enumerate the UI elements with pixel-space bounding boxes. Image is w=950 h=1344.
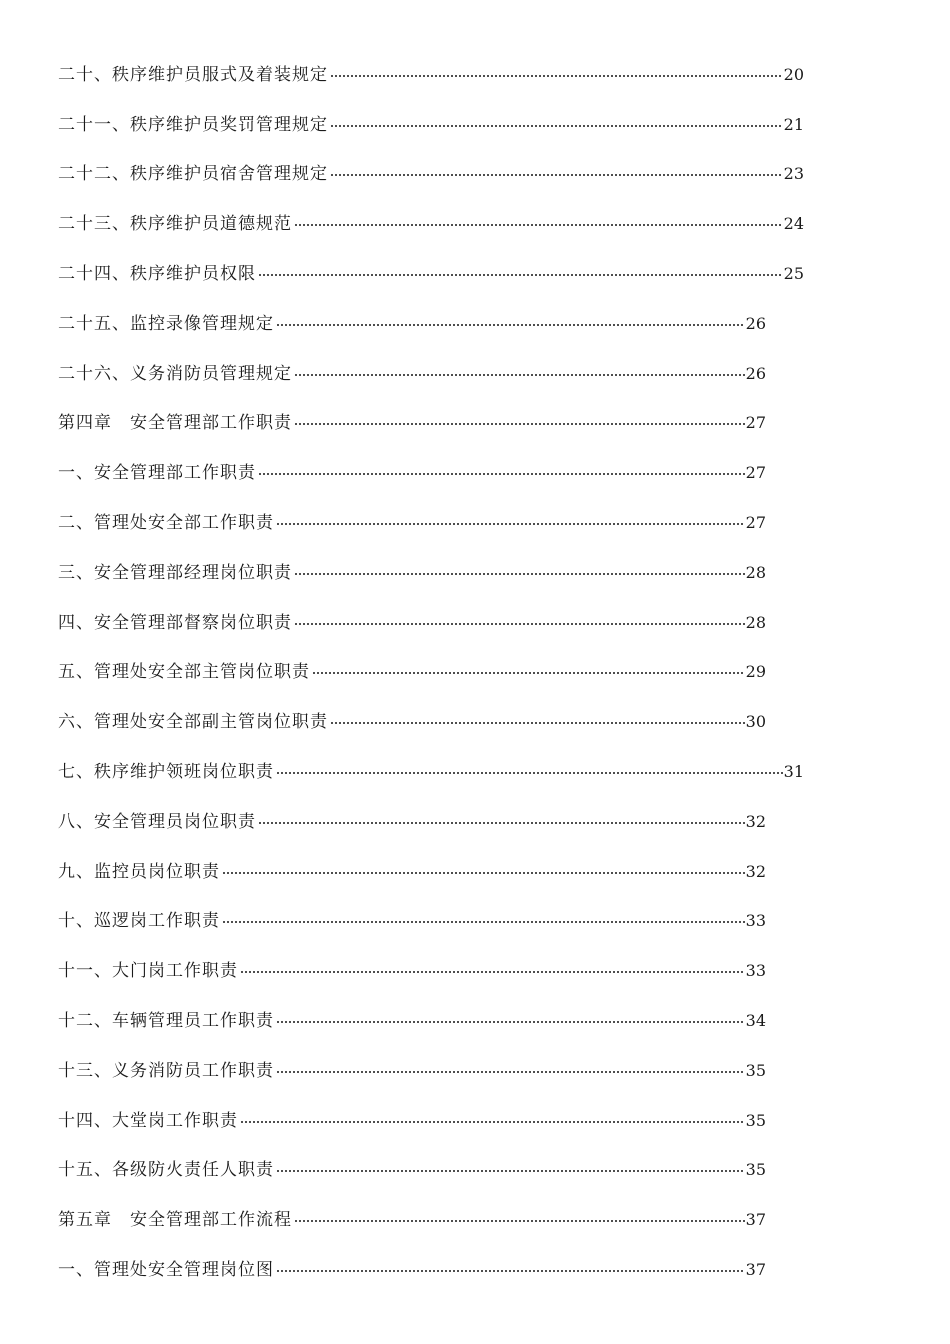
toc-dot-leader (276, 1170, 745, 1172)
toc-entry (58, 797, 766, 847)
toc-entry-page: 21 (783, 114, 804, 134)
toc-dot-leader (276, 1021, 745, 1023)
toc-dot-leader (276, 1071, 745, 1073)
toc-entry (58, 946, 766, 996)
toc-dot-leader (294, 423, 745, 425)
toc-entry-title: 一、管理处安全管理岗位图 (58, 1260, 274, 1281)
toc-entry (58, 1146, 766, 1196)
toc-dot-leader (294, 573, 745, 575)
toc-entry-title: 三、安全管理部经理岗位职责 (58, 562, 292, 583)
toc-entry-title: 十二、车辆管理员工作职责 (58, 1011, 274, 1032)
toc-entry (58, 349, 766, 399)
toc-entry-page: 27 (745, 513, 766, 533)
toc-entry (58, 697, 766, 747)
toc-entry (58, 249, 804, 299)
toc-entry-page: 32 (745, 811, 766, 831)
toc-entry-page: 33 (745, 911, 766, 931)
toc-dot-leader (258, 822, 745, 824)
toc-dot-leader (222, 921, 745, 923)
toc-entry-page: 35 (745, 1160, 766, 1180)
toc-entry (58, 1096, 766, 1146)
toc-entry-page: 29 (745, 662, 766, 682)
toc-dot-leader (294, 374, 745, 376)
toc-entry-page: 24 (783, 214, 804, 234)
toc-entry-page: 25 (783, 264, 804, 284)
toc-entry-title: 七、秩序维护领班岗位职责 (58, 762, 274, 783)
toc-entry-title: 二十三、秩序维护员道德规范 (58, 214, 292, 235)
toc-entry (58, 299, 766, 349)
toc-entry-chapter (58, 1195, 766, 1245)
toc-dot-leader (276, 772, 783, 774)
toc-entry-title: 二、管理处安全部工作职责 (58, 513, 274, 534)
toc-entry-title: 第四章 安全管理部工作职责 (58, 413, 292, 434)
toc-entry (58, 897, 766, 947)
toc-entry (58, 548, 766, 598)
toc-entry-page: 23 (783, 164, 804, 184)
toc-entry (58, 648, 766, 698)
toc-entry (58, 150, 804, 200)
toc-dot-leader (276, 523, 745, 525)
toc-entry-page: 37 (745, 1210, 766, 1230)
toc-entry-chapter (58, 399, 766, 449)
toc-entry-title: 二十、秩序维护员服式及着装规定 (58, 64, 328, 85)
toc-entry (58, 100, 804, 150)
toc-entry (58, 996, 766, 1046)
toc-entry-page: 32 (745, 861, 766, 881)
toc-dot-leader (330, 174, 783, 176)
toc-entry-title: 十三、义务消防员工作职责 (58, 1060, 274, 1081)
toc-entry-page: 26 (745, 363, 766, 383)
toc-dot-leader (240, 971, 745, 973)
toc-dot-leader (276, 1270, 745, 1272)
toc-entry-page: 33 (745, 961, 766, 981)
toc-dot-leader (294, 623, 745, 625)
toc-entry-title: 九、监控员岗位职责 (58, 861, 220, 882)
toc-entry-title: 二十四、秩序维护员权限 (58, 264, 256, 285)
toc-entry-page: 35 (745, 1060, 766, 1080)
toc-entry-title: 十四、大堂岗工作职责 (58, 1110, 238, 1131)
toc-dot-leader (222, 872, 745, 874)
table-of-contents (58, 50, 804, 1295)
toc-dot-leader (330, 722, 745, 724)
toc-dot-leader (330, 125, 783, 127)
toc-dot-leader (258, 274, 783, 276)
toc-entry-page: 35 (745, 1110, 766, 1130)
toc-entry-title: 一、安全管理部工作职责 (58, 463, 256, 484)
toc-entry (58, 498, 766, 548)
toc-entry-page: 20 (783, 64, 804, 84)
toc-entry-title: 二十一、秩序维护员奖罚管理规定 (58, 114, 328, 135)
toc-dot-leader (294, 224, 783, 226)
toc-entry (58, 1046, 766, 1096)
toc-entry (58, 847, 766, 897)
toc-entry-title: 四、安全管理部督察岗位职责 (58, 612, 292, 633)
toc-entry-page: 37 (745, 1260, 766, 1280)
toc-dot-leader (312, 672, 745, 674)
toc-entry (58, 747, 804, 797)
toc-entry (58, 598, 766, 648)
toc-entry (58, 448, 766, 498)
toc-entry (58, 50, 804, 100)
toc-entry-title: 八、安全管理员岗位职责 (58, 811, 256, 832)
toc-entry-title: 十一、大门岗工作职责 (58, 961, 238, 982)
toc-entry-title: 二十五、监控录像管理规定 (58, 313, 274, 334)
toc-entry-title: 十五、各级防火责任人职责 (58, 1160, 274, 1181)
toc-entry-page: 28 (745, 562, 766, 582)
toc-dot-leader (258, 473, 745, 475)
toc-entry-page: 26 (745, 313, 766, 333)
toc-entry-title: 二十二、秩序维护员宿舍管理规定 (58, 164, 328, 185)
toc-dot-leader (294, 1220, 745, 1222)
toc-entry-page: 30 (745, 712, 766, 732)
toc-entry-page: 34 (745, 1011, 766, 1031)
toc-entry-title: 十、巡逻岗工作职责 (58, 911, 220, 932)
toc-entry-page: 27 (745, 463, 766, 483)
toc-entry-title: 二十六、义务消防员管理规定 (58, 363, 292, 384)
toc-entry-title: 五、管理处安全部主管岗位职责 (58, 662, 310, 683)
toc-dot-leader (240, 1121, 745, 1123)
toc-dot-leader (330, 75, 783, 77)
toc-entry-title: 第五章 安全管理部工作流程 (58, 1210, 292, 1231)
toc-dot-leader (276, 324, 745, 326)
toc-entry-page: 27 (745, 413, 766, 433)
toc-entry-title: 六、管理处安全部副主管岗位职责 (58, 712, 328, 733)
toc-entry-page: 31 (783, 762, 804, 782)
toc-entry (58, 199, 804, 249)
toc-entry (58, 1245, 766, 1295)
toc-entry-page: 28 (745, 612, 766, 632)
